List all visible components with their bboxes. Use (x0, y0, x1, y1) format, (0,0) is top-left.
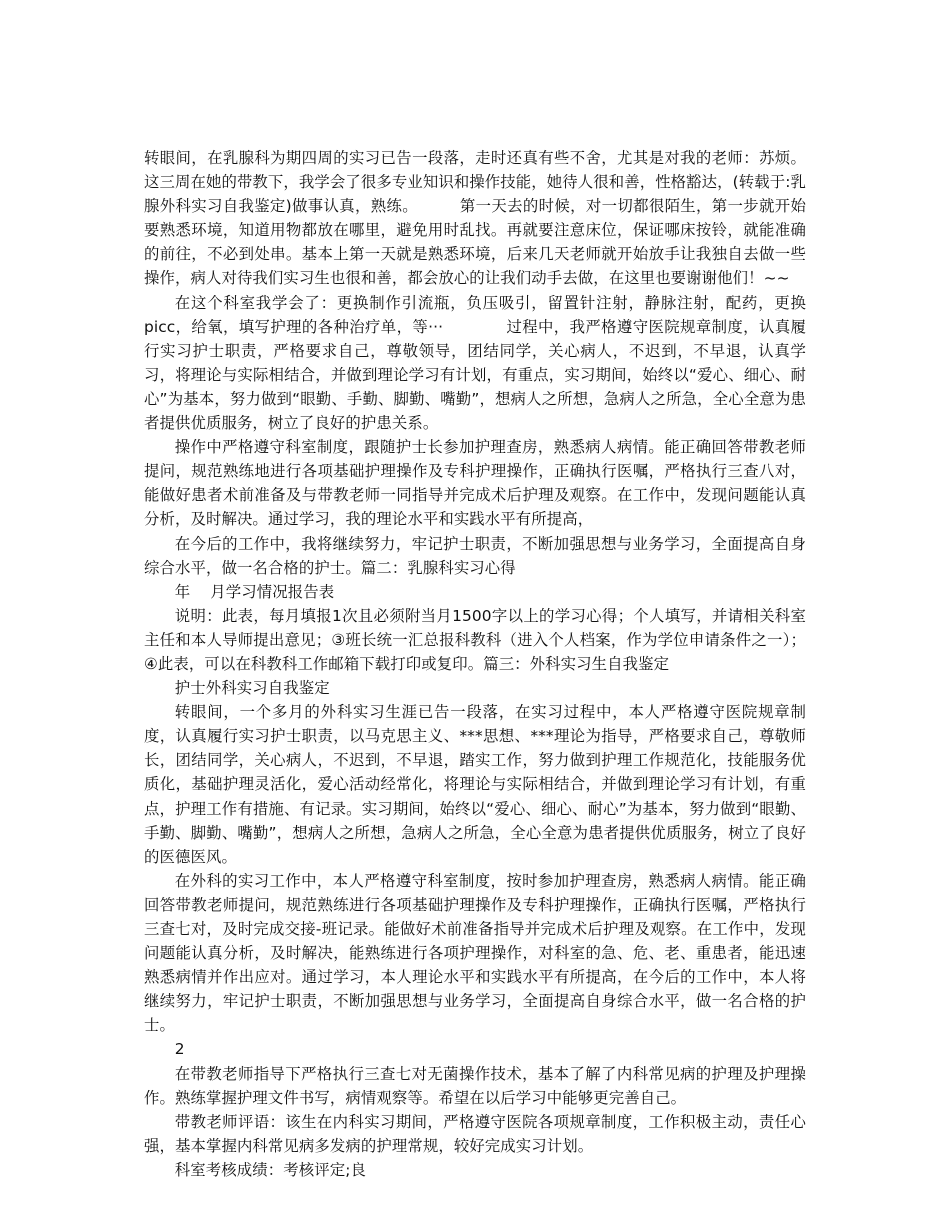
document-page (144, 146, 806, 1182)
section-heading: 护士外科实习自我鉴定 (174, 679, 330, 698)
paragraph: 转眼间，在乳腺科为期四周的实习已告一段落，走时还真有些不舍，尤其是对我的老师：苏烦。这三周在她的带教下，我学会了很多专业知识和操作技能，她待人很和善，性格豁达，(转载于:乳腺外科实习自我鉴定)做事认真，熟练。 第一天去的时候，对一切都很陌生，第一步就开始要熟悉环境，知道用物都放在哪里，避免用时乱找。再就要注意床位，保证哪床按铃，就能准确的前往，不必到处串。基本上第一天就是熟悉环境，后来几天老师就开始放手让我独自去做一些操作，病人对待我们实习生也很和善，都会放心的让我们动手去做，在这里也要谢谢他们！~~ (144, 149, 806, 288)
paragraph: 在这个科室我学会了：更换制作引流瓶，负压吸引，留置针注射，静脉注射，配药，更换picc，给氧，填写护理的各种治疗单，等··· 过程中，我严格遵守医院规章制度，认真履行实习护士职责，严格要求自己，尊敬领导，团结同学，关心病人，不迟到，不早退，认真学习，将理论与实际相结合，并做到理论学习有计划，有重点，实习期间，始终以“爱心、细心、耐心”为基本，努力做到“眼勤、手勤、脚勤、嘴勤”，想病人之所想，急病人之所急，全心全意为患者提供优质服务，树立了良好的护患关系。 (144, 293, 806, 433)
paragraph: 操作中严格遵守科室制度，跟随护士长参加护理查房，熟悉病人病情。能正确回答带教老师提问，规范熟练地进行各项基础护理操作及专科护理操作，正确执行医嘱，严格执行三查八对，能做好患者术前准备及与带教老师一同指导并完成术后护理及观察。在工作中，发现问题能认真分析，及时解决。通过学习，我的理论水平和实践水平有所提高， (144, 438, 806, 529)
paragraph: 科室考核成绩：考核评定;良 (174, 1160, 366, 1179)
paragraph: 在带教老师指导下严格执行三查七对无菌操作技术，基本了解了内科常见病的护理及护理操作。熟练掌握护理文件书写，病情观察等。希望在以后学习中能够更完善自己。 (144, 1064, 806, 1107)
paragraph: 说明：此表，每月填报1次且必须附当月1500字以上的学习心得；个人填写，并请相关科室主任和本人导师提出意见；③班长统一汇总报科教科（进入个人档案，作为学位申请条件之一）；④此表，可以在科教科工作邮箱下载打印或复印。篇三：外科实习生自我鉴定 (144, 606, 806, 673)
paragraph: 转眼间，一个多月的外科实习生涯已告一段落，在实习过程中，本人严格遵守医院规章制度，认真履行实习护士职责，以马克思主义、***思想、***理论为指导，严格要求自己，尊敬师长，团结同学，关心病人，不迟到，不早退，踏实工作，努力做到护理工作规范化，技能服务优质化，基础护理灵活化，爱心活动经常化，将理论与实际相结合，并做到理论学习有计划，有重点，护理工作有措施、有记录。实习期间，始终以“爱心、细心、耐心”为基本，努力做到“眼勤、手勤、脚勤、嘴勤”，想病人之所想，急病人之所急，全心全意为患者提供优质服务，树立了良好的医德医风。 (144, 703, 806, 866)
paragraph: 带教老师评语：该生在内科实习期间，严格遵守医院各项规章制度，工作积极主动，责任心强，基本掌握内科常见病多发病的护理常规，较好完成实习计划。 (144, 1112, 806, 1155)
paragraph: 在今后的工作中，我将继续努力，牢记护士职责，不断加强思想与业务学习，全面提高自身综合水平，做一名合格的护士。篇二：乳腺科实习心得 (144, 534, 806, 577)
paragraph: 在外科的实习工作中，本人严格遵守科室制度，按时参加护理查房，熟悉病人病情。能正确回答带教老师提问，规范熟练进行各项基础护理操作及专科护理操作，正确执行医嘱，严格执行三查七对，及时完成交接-班记录。能做好术前准备指导并完成术后护理及观察。在工作中，发现问题能认真分析，及时解决，能熟练进行各项护理操作，对科室的急、危、老、重患者，能迅速熟悉病情并作出应对。通过学习，本人理论水平和实践水平有所提高，在今后的工作中，本人将继续努力，牢记护士职责，不断加强思想与业务学习，全面提高自身综合水平，做一名合格的护士。 (144, 871, 806, 1035)
paragraph: 年 月学习情况报告表 (174, 582, 335, 601)
page-number: 2 (174, 1040, 185, 1059)
